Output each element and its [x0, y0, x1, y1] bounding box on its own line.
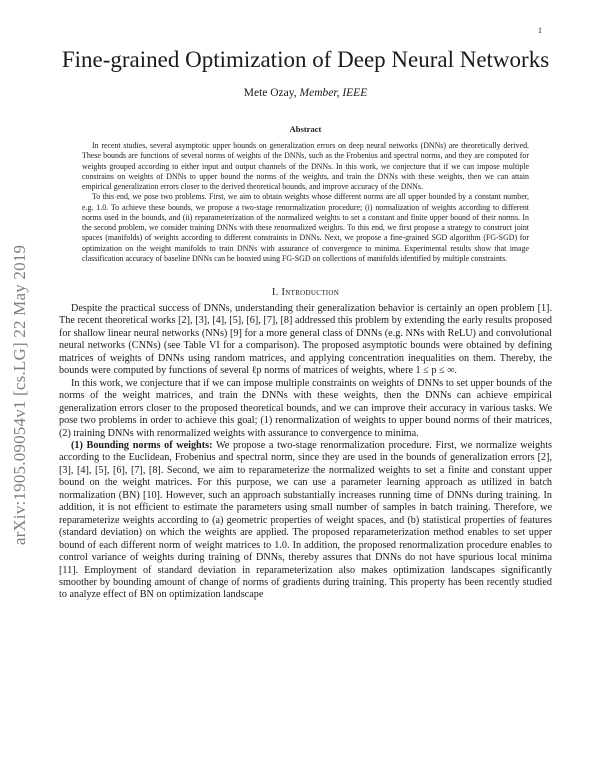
- introduction-body: [59, 303, 552, 602]
- author-line: [59, 86, 552, 100]
- body-paragraph: [59, 440, 552, 602]
- paper-content: [59, 40, 552, 602]
- body-paragraph: In this work, we conjecture that if we can impose multiple constraints on weights of DNNs to set upper bounds of the norms of the weight matrices, and train the DNNs with these weights, then the DNNs can achieve empirical generalization errors closer to the proposed theoretical bounds, and we can improve their accuracy in various tasks. We pose two problems in order to achieve this goal; (1) renormalization of weights to upper bound norms of their matrices, (2) training DNNs with renormalized weights with assurance to convergence to minima.: [59, 377, 552, 439]
- body-paragraph: Despite the practical success of DNNs, understanding their generalization behavior is certainly an open problem [1]. The recent theoretical works [2], [3], [4], [5], [6], [7], [8] addressed this problem by extending the early results proposed for shallow linear neural networks (NNs) [9] for a more general class of DNNs (e.g. NNs with ReLU) and convolutional neural networks (CNNs) (see Table VI for a comparison). The proposed asymptotic bounds were obtained by defining matrices of weights of DNNs using random matrices, and applying concentration inequalities on them. Thereby, the bounds were computed by functions of several ℓp norms of matrices of weights, where 1 ≤ p ≤ ∞.: [59, 303, 552, 377]
- paper-title: Fine-grained Optimization of Deep Neural Networks: [61, 47, 550, 72]
- arxiv-identifier-text: arXiv:1905.09054v1 [cs.LG] 22 May 2019: [10, 244, 29, 546]
- paragraph-lead-in: (1) Bounding norms of weights:: [71, 439, 213, 451]
- abstract-heading: Abstract: [289, 124, 322, 134]
- abstract-paragraph: In recent studies, several asymptotic upper bounds on generalization errors on deep neural networks (DNNs) are theoretically derived. These bounds are functions of several norms of weights of the DNNs, such as the Frobenius and spectral norms, and they are computed for weights grouped according to either input and output channels of the DNNs. In this work, we conjecture that if we can impose multiple constrains on weights of DNNs to upper bound the norms of the weights, and train the DNNs with these weights, then we can attain empirical generalization errors closer to the derived theoretical bounds, and improve accuracy of the DNNs.: [82, 141, 529, 191]
- abstract-paragraph: To this end, we pose two problems. First, we aim to obtain weights whose different norms are all upper bounded by a constant number, e.g. 1.0. To achieve these bounds, we propose a two-stage renormalization procedure; (i) normalization of weights according to different norms used in the bounds, and (ii) reparameterization of the normalized weights to set a constant and finite upper bound of their norms. In the second problem, we consider training DNNs with these renormalized weights. To this end, we first propose a strategy to construct joint spaces (manifolds) of weights according to different constraints in DNNs. Next, we propose a fine-grained SGD algorithm (FG-SGD) for optimization on the weight manifolds to train DNNs with assurance of convergence to minima. Experimental results show that image classification accuracy of baseline DNNs can be boosted using FG-SGD on collections of manifolds identified by multiple constraints.: [82, 192, 529, 263]
- abstract: [82, 141, 529, 264]
- author-name: Mete Ozay,: [243, 87, 297, 99]
- page-number: 1: [538, 26, 542, 35]
- author-role: Member, IEEE: [299, 87, 368, 99]
- section-heading: I. Introduction: [271, 287, 340, 298]
- paragraph-text: We propose a two-stage renormalization procedure. First, we normalize weights according to the Euclidean, Frobenius and spectral norm, since they are used in the bounds of generalization errors [2], [3], [4], [5], [6], [7], [8]. Second, we aim to reparameterize the normalized weights to set a finite and constant upper bound on the weight matrices. For this purpose, we can use a parameter learning approach as utilized in batch normalization (BN) [10]. However, such an approach substantially increases running time of DNNs during training. In addition, it is not efficient to estimate the parameters using small number of samples in batch training. Therefore, we reparameterize weights according to (a) geometric properties of weight spaces, and (b) statistical properties of features (standard deviation) on which the weights are applied. The proposed reparameterization method enables to set upper bound of each different norm of weight matrices to 1.0. In addition, the proposed renormalization procedure enables to control variance of weights during training of DNNs, thereby assures that DNNs do not have spurious local minima [11]. Employment of standard deviation in reparameterization also makes optimization landscapes significantly smoother by bounding amount of change of norms of gradients during training. This property has been recently studied to analyze effect of BN on optimization landscape: [59, 439, 552, 601]
- arxiv-identifier-stamp: [6, 200, 34, 590]
